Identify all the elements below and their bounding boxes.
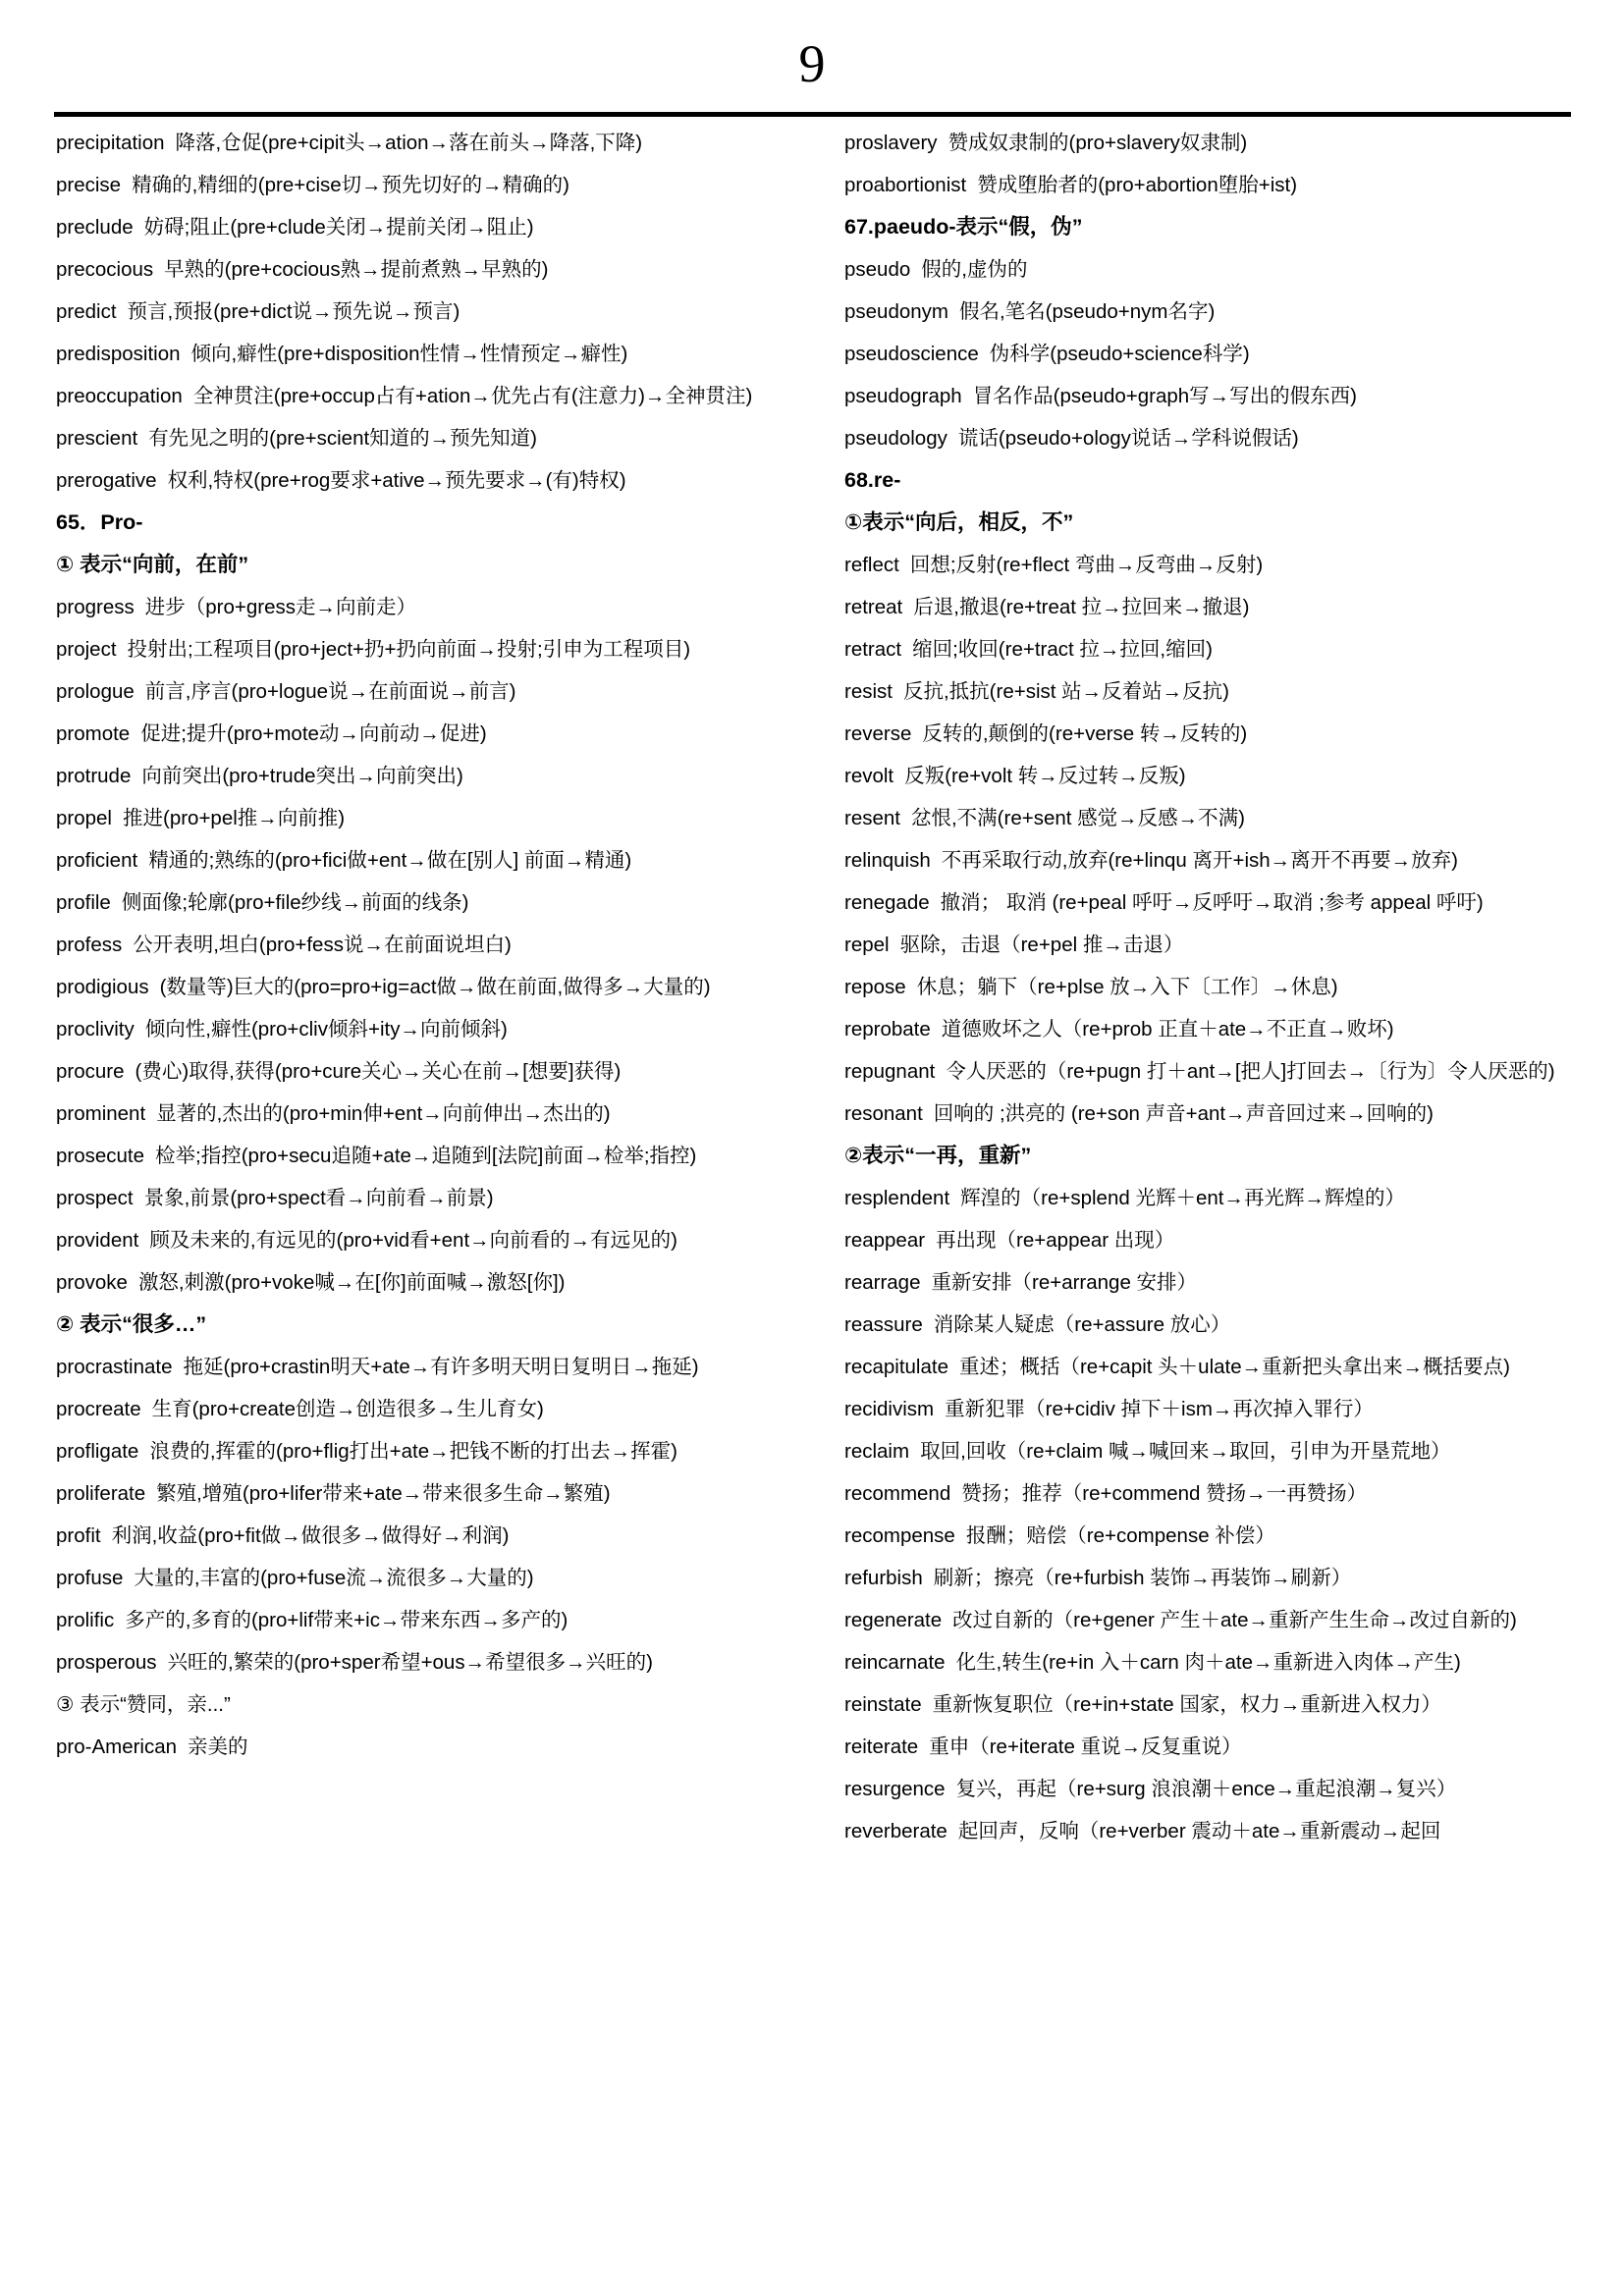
- gloss: 重述；概括（re+capit 头＋ulate→重新把头拿出来→概括要点): [958, 1356, 1510, 1378]
- gloss: 化生,转生(re+in 入＋carn 肉＋ate→重新进入肉体→产生): [955, 1651, 1461, 1674]
- headword: revolt: [844, 765, 894, 787]
- vocab-entry: [844, 628, 1604, 670]
- vocab-entry: [844, 333, 1604, 375]
- vocab-entry: [56, 755, 816, 797]
- gloss: 妨碍;阻止(pre+clude关闭→提前关闭→阻止): [143, 216, 534, 239]
- headword: prerogative: [56, 469, 157, 492]
- vocab-entry: [56, 1177, 816, 1219]
- vocab-entry: [56, 1346, 816, 1388]
- headword: procure: [56, 1060, 125, 1083]
- vocab-entry: [56, 1388, 816, 1430]
- vocab-entry: [56, 375, 816, 417]
- vocab-entry: [56, 924, 816, 966]
- headword: procreate: [56, 1398, 141, 1420]
- headword: resurgence: [844, 1778, 946, 1800]
- headword: prominent: [56, 1102, 146, 1125]
- headword: regenerate: [844, 1609, 943, 1631]
- headword: provident: [56, 1229, 139, 1252]
- gloss: 投射出;工程项目(pro+ject+扔+扔向前面→投射;引申为工程项目): [127, 638, 691, 661]
- vocab-entry: [844, 1050, 1604, 1093]
- headword: rearrage: [844, 1271, 921, 1294]
- gloss: 假的,虚伪的: [921, 258, 1028, 281]
- headword: recapitulate: [844, 1356, 948, 1378]
- gloss: 冒名作品(pseudo+graph写→写出的假东西): [972, 385, 1357, 407]
- headword: reinstate: [844, 1693, 922, 1716]
- headword: profile: [56, 891, 111, 914]
- gloss: 向前突出(pro+trude突出→向前突出): [141, 765, 463, 787]
- headword: refurbish: [844, 1567, 923, 1589]
- vocab-entry: [56, 1557, 816, 1599]
- vocab-entry: [844, 375, 1604, 417]
- vocab-entry: [56, 417, 816, 459]
- section-heading: 65．Pro-: [56, 510, 143, 534]
- vocab-entry: [844, 1093, 1604, 1135]
- gloss: 公开表明,坦白(pro+fess说→在前面说坦白): [133, 934, 512, 956]
- gloss: 赞成堕胎者的(pro+abortion堕胎+ist): [977, 174, 1298, 196]
- gloss: 有先见之明的(pre+scient知道的→预先知道): [148, 427, 537, 450]
- gloss: 辉湟的（re+splend 光辉＋ent→再光辉→辉煌的）: [960, 1187, 1405, 1209]
- headword: renegade: [844, 891, 930, 914]
- gloss: 不再采取行动,放弃(re+linqu 离开+ish→离开不再要→放弃): [941, 849, 1458, 872]
- gloss: 兴旺的,繁荣的(pro+sper希望+ous→希望很多→兴旺的): [167, 1651, 653, 1674]
- vocab-entry: [844, 713, 1604, 755]
- gloss: 重新安排（re+arrange 安排）: [931, 1271, 1198, 1294]
- gloss: 早熟的(pre+cocious熟→提前煮熟→早熟的): [164, 258, 549, 281]
- vocab-entry: [844, 417, 1604, 459]
- gloss: 回响的 ;洪亮的 (re+son 声音+ant→声音回过来→回响的): [933, 1102, 1434, 1125]
- headword: resist: [844, 680, 893, 703]
- headword: pseudograph: [844, 385, 962, 407]
- headword: prosperous: [56, 1651, 157, 1674]
- section-heading: 67.paeudo-表示“假，伪”: [844, 215, 1083, 239]
- gloss: 侧面像;轮廓(pro+file纱线→前面的线条): [121, 891, 469, 914]
- gloss: 利润,收益(pro+fit做→做很多→做得好→利润): [111, 1524, 510, 1547]
- gloss: 刷新；擦亮（re+furbish 装饰→再装饰→刷新）: [933, 1567, 1352, 1589]
- vocab-entry: [844, 1346, 1604, 1388]
- headword: predict: [56, 300, 117, 323]
- gloss: 起回声，反响（re+verber 震动＋ate→重新震动→起回: [957, 1820, 1441, 1842]
- vocab-entry: [844, 1261, 1604, 1304]
- gloss: 改过自新的（re+gener 产生＋ate→重新产生生命→改过自新的): [952, 1609, 1517, 1631]
- headword: recidivism: [844, 1398, 935, 1420]
- headword: profess: [56, 934, 123, 956]
- vocab-entry: [844, 1726, 1604, 1768]
- gloss: 倾向,癖性(pre+disposition性情→性情预定→癖性): [190, 343, 628, 365]
- gloss: 顾及未来的,有远见的(pro+vid看+ent→向前看的→有远见的): [149, 1229, 677, 1252]
- headword: profuse: [56, 1567, 124, 1589]
- headword: resonant: [844, 1102, 923, 1125]
- vocab-entry: [844, 1641, 1604, 1683]
- vocab-entry: [56, 628, 816, 670]
- gloss: 大量的,丰富的(pro+fuse流→流很多→大量的): [134, 1567, 534, 1589]
- vocab-entry: [56, 122, 816, 164]
- headword: retreat: [844, 596, 903, 618]
- section-heading: ①表示“向后，相反，不”: [844, 510, 1074, 534]
- headword: precocious: [56, 258, 154, 281]
- vocab-entry: [56, 1261, 816, 1304]
- headword: prolific: [56, 1609, 115, 1631]
- headword: protrude: [56, 765, 132, 787]
- vocab-entry: [844, 1219, 1604, 1261]
- section-heading: 68.re-: [844, 468, 901, 492]
- gloss: 反叛(re+volt 转→反过转→反叛): [904, 765, 1186, 787]
- headword: prospect: [56, 1187, 134, 1209]
- headword: predisposition: [56, 343, 181, 365]
- headword: resent: [844, 807, 900, 829]
- headword: proabortionist: [844, 174, 967, 196]
- headword: preoccupation: [56, 385, 183, 407]
- headword: retract: [844, 638, 902, 661]
- section-heading: ① 表示“向前，在前”: [56, 553, 249, 576]
- headword: reverse: [844, 722, 912, 745]
- gloss: 再出现（re+appear 出现）: [936, 1229, 1175, 1252]
- vocab-entry: [56, 248, 816, 291]
- vocab-entry: [56, 966, 816, 1008]
- section-heading: ③ 表示“赞同，亲...”: [56, 1693, 231, 1716]
- gloss: 回想;反射(re+flect 弯曲→反弯曲→反射): [909, 554, 1264, 576]
- gloss: 重新恢复职位（re+in+state 国家，权力→重新进入权力）: [932, 1693, 1441, 1716]
- headword: pseudoscience: [844, 343, 979, 365]
- vocab-entry: [56, 333, 816, 375]
- headword: proslavery: [844, 132, 938, 154]
- vocab-entry: [56, 713, 816, 755]
- vocab-entry: [844, 586, 1604, 628]
- headword: reincarnate: [844, 1651, 946, 1674]
- headword: repugnant: [844, 1060, 936, 1083]
- vocab-entry: [844, 1515, 1604, 1557]
- vocab-entry: [56, 1599, 816, 1641]
- vocab-entry: [844, 1599, 1604, 1641]
- headword: procrastinate: [56, 1356, 173, 1378]
- headword: profit: [56, 1524, 101, 1547]
- left-column: [56, 122, 816, 1852]
- section-heading: ②表示“一再，重新”: [844, 1144, 1032, 1167]
- headword: precipitation: [56, 132, 165, 154]
- vocab-entry: [56, 839, 816, 881]
- headword: pseudo: [844, 258, 911, 281]
- headword: repose: [844, 976, 906, 998]
- vocab-entry: [56, 459, 816, 502]
- headword: reclaim: [844, 1440, 910, 1463]
- gloss: 权利,特权(pre+rog要求+ative→预先要求→(有)特权): [167, 469, 626, 492]
- gloss: 报酬；赔偿（re+compense 补偿）: [965, 1524, 1275, 1547]
- vocab-entry: [844, 1683, 1604, 1726]
- headword: proliferate: [56, 1482, 146, 1505]
- vocab-entry: [56, 1641, 816, 1683]
- gloss: 拖延(pro+crastin明天+ate→有许多明天明日复明日→拖延): [183, 1356, 699, 1378]
- vocab-entry: [844, 670, 1604, 713]
- headword: pro-American: [56, 1735, 178, 1758]
- gloss: 预言,预报(pre+dict说→预先说→预言): [127, 300, 460, 323]
- headword: recommend: [844, 1482, 951, 1505]
- gloss: 前言,序言(pro+logue说→在前面说→前言): [144, 680, 516, 703]
- vocab-entry: [844, 291, 1604, 333]
- headword: proficient: [56, 849, 138, 872]
- headword: profligate: [56, 1440, 139, 1463]
- gloss: 反抗,抵抗(re+sist 站→反着站→反抗): [902, 680, 1229, 703]
- headword: prosecute: [56, 1145, 145, 1167]
- vocab-entry: [844, 1430, 1604, 1472]
- gloss: 驱除，击退（re+pel 推→击退）: [899, 934, 1184, 956]
- vocab-entry: [844, 164, 1604, 206]
- headword: preclude: [56, 216, 134, 239]
- gloss: 令人厌恶的（re+pugn 打＋ant→[把人]打回去→〔行为〕令人厌恶的): [946, 1060, 1555, 1083]
- vocab-entry: [56, 1050, 816, 1093]
- vocab-entry: [56, 1093, 816, 1135]
- headword: pseudology: [844, 427, 947, 450]
- vocab-entry: [56, 206, 816, 248]
- gloss: 重申（re+iterate 重说→反复重说）: [929, 1735, 1242, 1758]
- vocab-entry: [844, 122, 1604, 164]
- vocab-entry: [844, 1388, 1604, 1430]
- vocab-entry: [56, 1515, 816, 1557]
- gloss: 降落,仓促(pre+cipit头→ation→落在前头→降落,下降): [175, 132, 643, 154]
- vocab-entry: [56, 164, 816, 206]
- headword: prodigious: [56, 976, 149, 998]
- vocab-entry: [844, 755, 1604, 797]
- gloss: 取回,回收（re+claim 喊→喊回来→取回，引申为开垦荒地）: [920, 1440, 1451, 1463]
- gloss: 假名,笔名(pseudo+nym名字): [958, 300, 1216, 323]
- gloss: 后退,撤退(re+treat 拉→拉回来→撤退): [913, 596, 1250, 618]
- gloss: 赞成奴隶制的(pro+slavery奴隶制): [947, 132, 1248, 154]
- vocab-entry: [56, 1430, 816, 1472]
- vocab-entry: [56, 1472, 816, 1515]
- headword: proclivity: [56, 1018, 135, 1041]
- headword: reverberate: [844, 1820, 947, 1842]
- gloss: 复兴，再起（re+surg 浪浪潮＋ence→重起浪潮→复兴）: [955, 1778, 1457, 1800]
- gloss: 繁殖,增殖(pro+lifer带来+ate→带来很多生命→繁殖): [156, 1482, 611, 1505]
- gloss: 亲美的: [188, 1735, 248, 1758]
- gloss: 生育(pro+create创造→创造很多→生儿育女): [151, 1398, 544, 1420]
- gloss: 倾向性,癖性(pro+cliv倾斜+ity→向前倾斜): [144, 1018, 508, 1041]
- vocab-entry: [56, 1008, 816, 1050]
- vocab-entry: [844, 966, 1604, 1008]
- vocab-entry: [844, 1008, 1604, 1050]
- headword: prologue: [56, 680, 135, 703]
- gloss: (数量等)巨大的(pro=pro+ig=act做→做在前面,做得多→大量的): [159, 976, 711, 998]
- two-column-layout: [0, 117, 1624, 1852]
- vocab-entry: [844, 924, 1604, 966]
- gloss: 撤消； 取消 (re+peal 呼吁→反呼吁→取消 ;参考 appeal 呼吁): [940, 891, 1484, 914]
- gloss: 促进;提升(pro+mote动→向前动→促进): [140, 722, 487, 745]
- vocab-entry: [56, 1726, 816, 1768]
- gloss: 谎话(pseudo+ology说话→学科说假话): [957, 427, 1299, 450]
- vocab-entry: [844, 248, 1604, 291]
- vocab-entry: [56, 797, 816, 839]
- headword: reiterate: [844, 1735, 919, 1758]
- vocab-entry: [844, 797, 1604, 839]
- gloss: 道德败坏之人（re+prob 正直＋ate→不正直→败坏): [941, 1018, 1394, 1041]
- headword: promote: [56, 722, 131, 745]
- headword: repel: [844, 934, 890, 956]
- headword: resplendent: [844, 1187, 950, 1209]
- gloss: 精通的;熟练的(pro+fici做+ent→做在[别人] 前面→精通): [148, 849, 632, 872]
- gloss: 精确的,精细的(pre+cise切→预先切好的→精确的): [132, 174, 569, 196]
- vocab-entry: [56, 1219, 816, 1261]
- headword: pseudonym: [844, 300, 948, 323]
- headword: relinquish: [844, 849, 931, 872]
- headword: progress: [56, 596, 135, 618]
- gloss: 伪科学(pseudo+science科学): [989, 343, 1250, 365]
- gloss: 忿恨,不满(re+sent 感觉→反感→不满): [910, 807, 1245, 829]
- vocab-entry: [844, 1810, 1604, 1852]
- gloss: 显著的,杰出的(pro+min伸+ent→向前伸出→杰出的): [156, 1102, 611, 1125]
- headword: reprobate: [844, 1018, 931, 1041]
- gloss: 赞扬；推荐（re+commend 赞扬→一再赞扬）: [961, 1482, 1368, 1505]
- vocab-entry: [844, 1472, 1604, 1515]
- headword: propel: [56, 807, 112, 829]
- page-number: 9: [798, 34, 826, 93]
- headword: prescient: [56, 427, 138, 450]
- vocab-entry: [844, 881, 1604, 924]
- right-column: [844, 122, 1604, 1852]
- gloss: 推进(pro+pel推→向前推): [123, 807, 346, 829]
- gloss: 休息；躺下（re+plse 放→入下〔工作〕→休息): [916, 976, 1338, 998]
- vocab-entry: [56, 291, 816, 333]
- headword: project: [56, 638, 117, 661]
- gloss: 浪费的,挥霍的(pro+flig打出+ate→把钱不断的打出去→挥霍): [149, 1440, 677, 1463]
- headword: reassure: [844, 1313, 923, 1336]
- headword: provoke: [56, 1271, 128, 1294]
- gloss: (费心)取得,获得(pro+cure关心→关心在前→[想要]获得): [135, 1060, 622, 1083]
- gloss: 缩回;收回(re+tract 拉→拉回,缩回): [912, 638, 1213, 661]
- gloss: 消除某人疑虑（re+assure 放心）: [933, 1313, 1231, 1336]
- gloss: 进步（pro+gress走→向前走）: [144, 596, 416, 618]
- section-heading: ② 表示“很多…”: [56, 1312, 207, 1336]
- gloss: 反转的,颠倒的(re+verse 转→反转的): [922, 722, 1248, 745]
- headword: reflect: [844, 554, 899, 576]
- vocab-entry: [844, 1177, 1604, 1219]
- gloss: 景象,前景(pro+spect看→向前看→前景): [143, 1187, 494, 1209]
- gloss: 激怒,刺激(pro+voke喊→在[你]前面喊→激怒[你]): [137, 1271, 566, 1294]
- vocab-entry: [844, 839, 1604, 881]
- gloss: 检举;指控(pro+secu追随+ate→追随到[法院]前面→检举;指控): [155, 1145, 697, 1167]
- headword: recompense: [844, 1524, 955, 1547]
- vocab-entry: [844, 1557, 1604, 1599]
- gloss: 多产的,多育的(pro+lif带来+ic→带来东西→多产的): [125, 1609, 568, 1631]
- vocab-entry: [844, 1304, 1604, 1346]
- vocab-entry: [56, 881, 816, 924]
- headword: precise: [56, 174, 122, 196]
- headword: reappear: [844, 1229, 926, 1252]
- vocab-entry: [844, 544, 1604, 586]
- vocab-entry: [56, 1135, 816, 1177]
- vocab-entry: [844, 1768, 1604, 1810]
- vocab-entry: [56, 586, 816, 628]
- vocab-entry: [56, 670, 816, 713]
- gloss: 重新犯罪（re+cidiv 掉下＋ism→再次掉入罪行）: [945, 1398, 1374, 1420]
- gloss: 全神贯注(pre+occup占有+ation→优先占有(注意力)→全神贯注): [192, 385, 753, 407]
